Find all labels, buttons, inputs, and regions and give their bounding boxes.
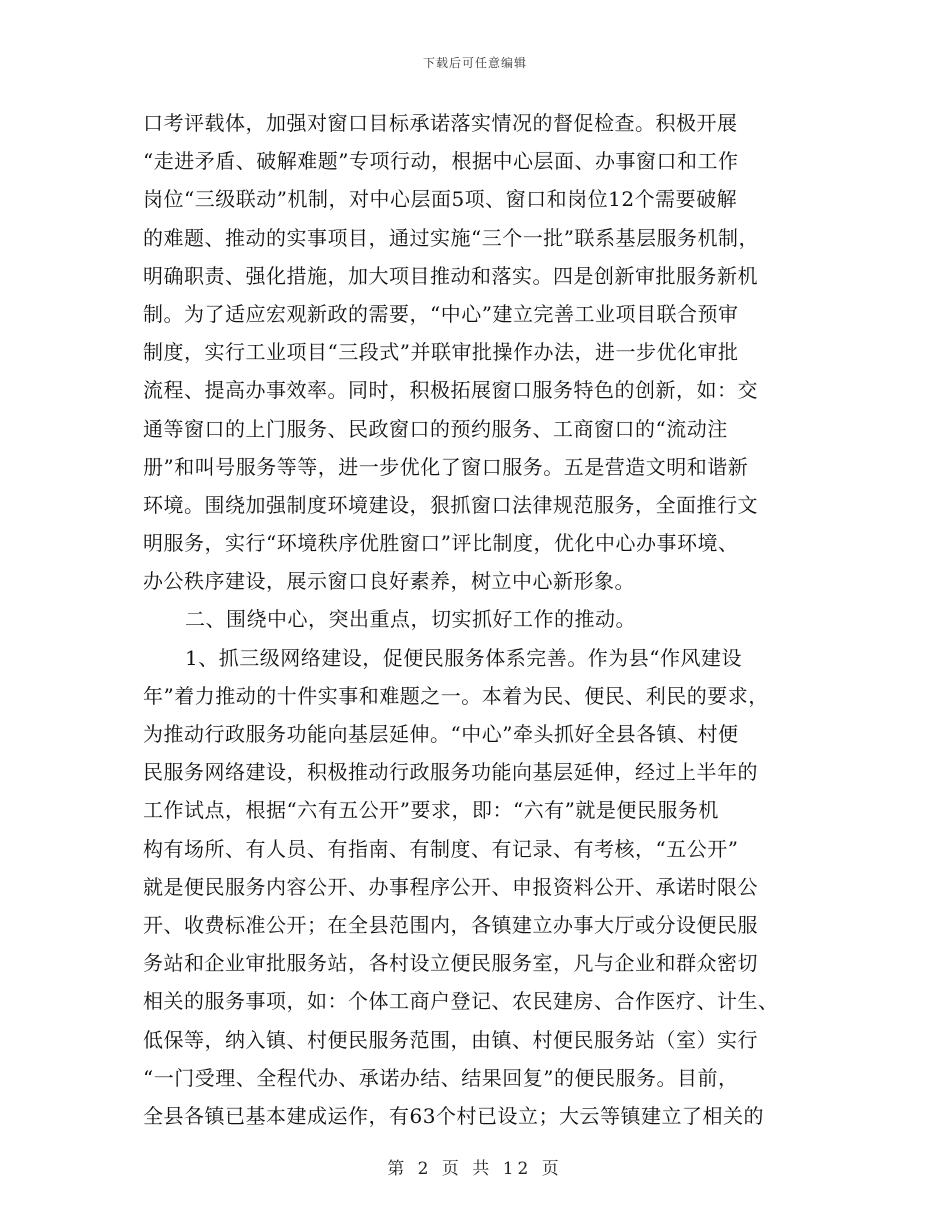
body-line: 明确职责、强化措施，加大项目推动和落实。四是创新审批服务新机: [143, 263, 758, 288]
body-line: 制度，实行工业项目“三段式”并联审批操作办法，进一步优化审批: [143, 340, 739, 365]
body-line: “走进矛盾、破解难题”专项行动，根据中心层面、办事窗口和工作: [143, 149, 739, 174]
body-line: 口考评载体，加强对窗口目标承诺落实情况的督促检查。积极开展: [143, 111, 738, 135]
section-heading: 二、围绕中心，突出重点，切实抓好工作的推动。: [185, 607, 636, 632]
body-line: 的难题、推动的实事项目，通过实施“三个一批”联系基层服务机制，: [143, 225, 759, 250]
page-header: 下载后可任意编辑: [422, 56, 527, 70]
body-line: 务站和企业审批服务站，各村设立便民服务室，凡与企业和群众密切: [143, 951, 758, 976]
body-line: 低保等，纳入镇、村便民服务范围，由镇、村便民服务站（室）实行: [143, 1027, 758, 1052]
body-line: 制。为了适应宏观新政的需要，“中心”建立完善工业项目联合预审: [143, 301, 739, 326]
body-line: 为推动行政服务功能向基层延伸。“中心”牵头抓好全县各镇、村便: [143, 722, 739, 746]
body-line: “一门受理、全程代办、承诺办结、结果回复”的便民服务。目前，: [143, 1065, 739, 1090]
body-line: 民服务网络建设，积极推动行政服务功能向基层延伸，经过上半年的: [143, 760, 758, 785]
body-line: 开、收费标准公开；在全县范围内，各镇建立办事大厅或分设便民服: [143, 912, 758, 937]
body-line: 流程、提高办事效率。同时，积极拓展窗口服务特色的创新，如：交: [143, 378, 758, 403]
body-line: 构有场所、有人员、有指南、有制度、有记录、有考核，“五公开”: [143, 836, 739, 861]
body-line: 岗位“三级联动”机制，对中心层面5项、窗口和岗位12个需要破解: [143, 187, 738, 212]
body-line: 就是便民服务内容公开、办事程序公开、申报资料公开、承诺时限公: [143, 874, 758, 899]
body-line: 年”着力推动的十件实事和难题之一。本着为民、便民、利民的要求，: [143, 683, 769, 708]
body-line: 办公秩序建设，展示窗口良好素养，树立中心新形象。: [143, 569, 635, 594]
body-line: 工作试点，根据“六有五公开”要求，即：“六有”就是便民服务机: [143, 798, 719, 823]
body-line: 环境。围绕加强制度环境建设，狠抓窗口法律规范服务，全面推行文: [143, 492, 758, 517]
body-line: 册”和叫号服务等等，进一步优化了窗口服务。五是营造文明和谐新: [143, 454, 749, 479]
body-line: 通等窗口的上门服务、民政窗口的预约服务、工商窗口的“流动注: [143, 416, 728, 441]
body-line: 全县各镇已基本建成运作，有63个村已设立；大云等镇建立了相关的: [143, 1103, 764, 1128]
document-body: [143, 104, 808, 1135]
page-number-footer: 第 2 页 共 12 页: [387, 1159, 563, 1179]
body-line: 明服务，实行“环境秩序优胜窗口”评比制度，优化中心办事环境、: [143, 531, 739, 556]
body-line: 1、抓三级网络建设，促便民服务体系完善。作为县“作风建设: [185, 645, 742, 670]
body-line: 相关的服务事项，如：个体工商户登记、农民建房、合作医疗、计生、: [143, 989, 779, 1014]
